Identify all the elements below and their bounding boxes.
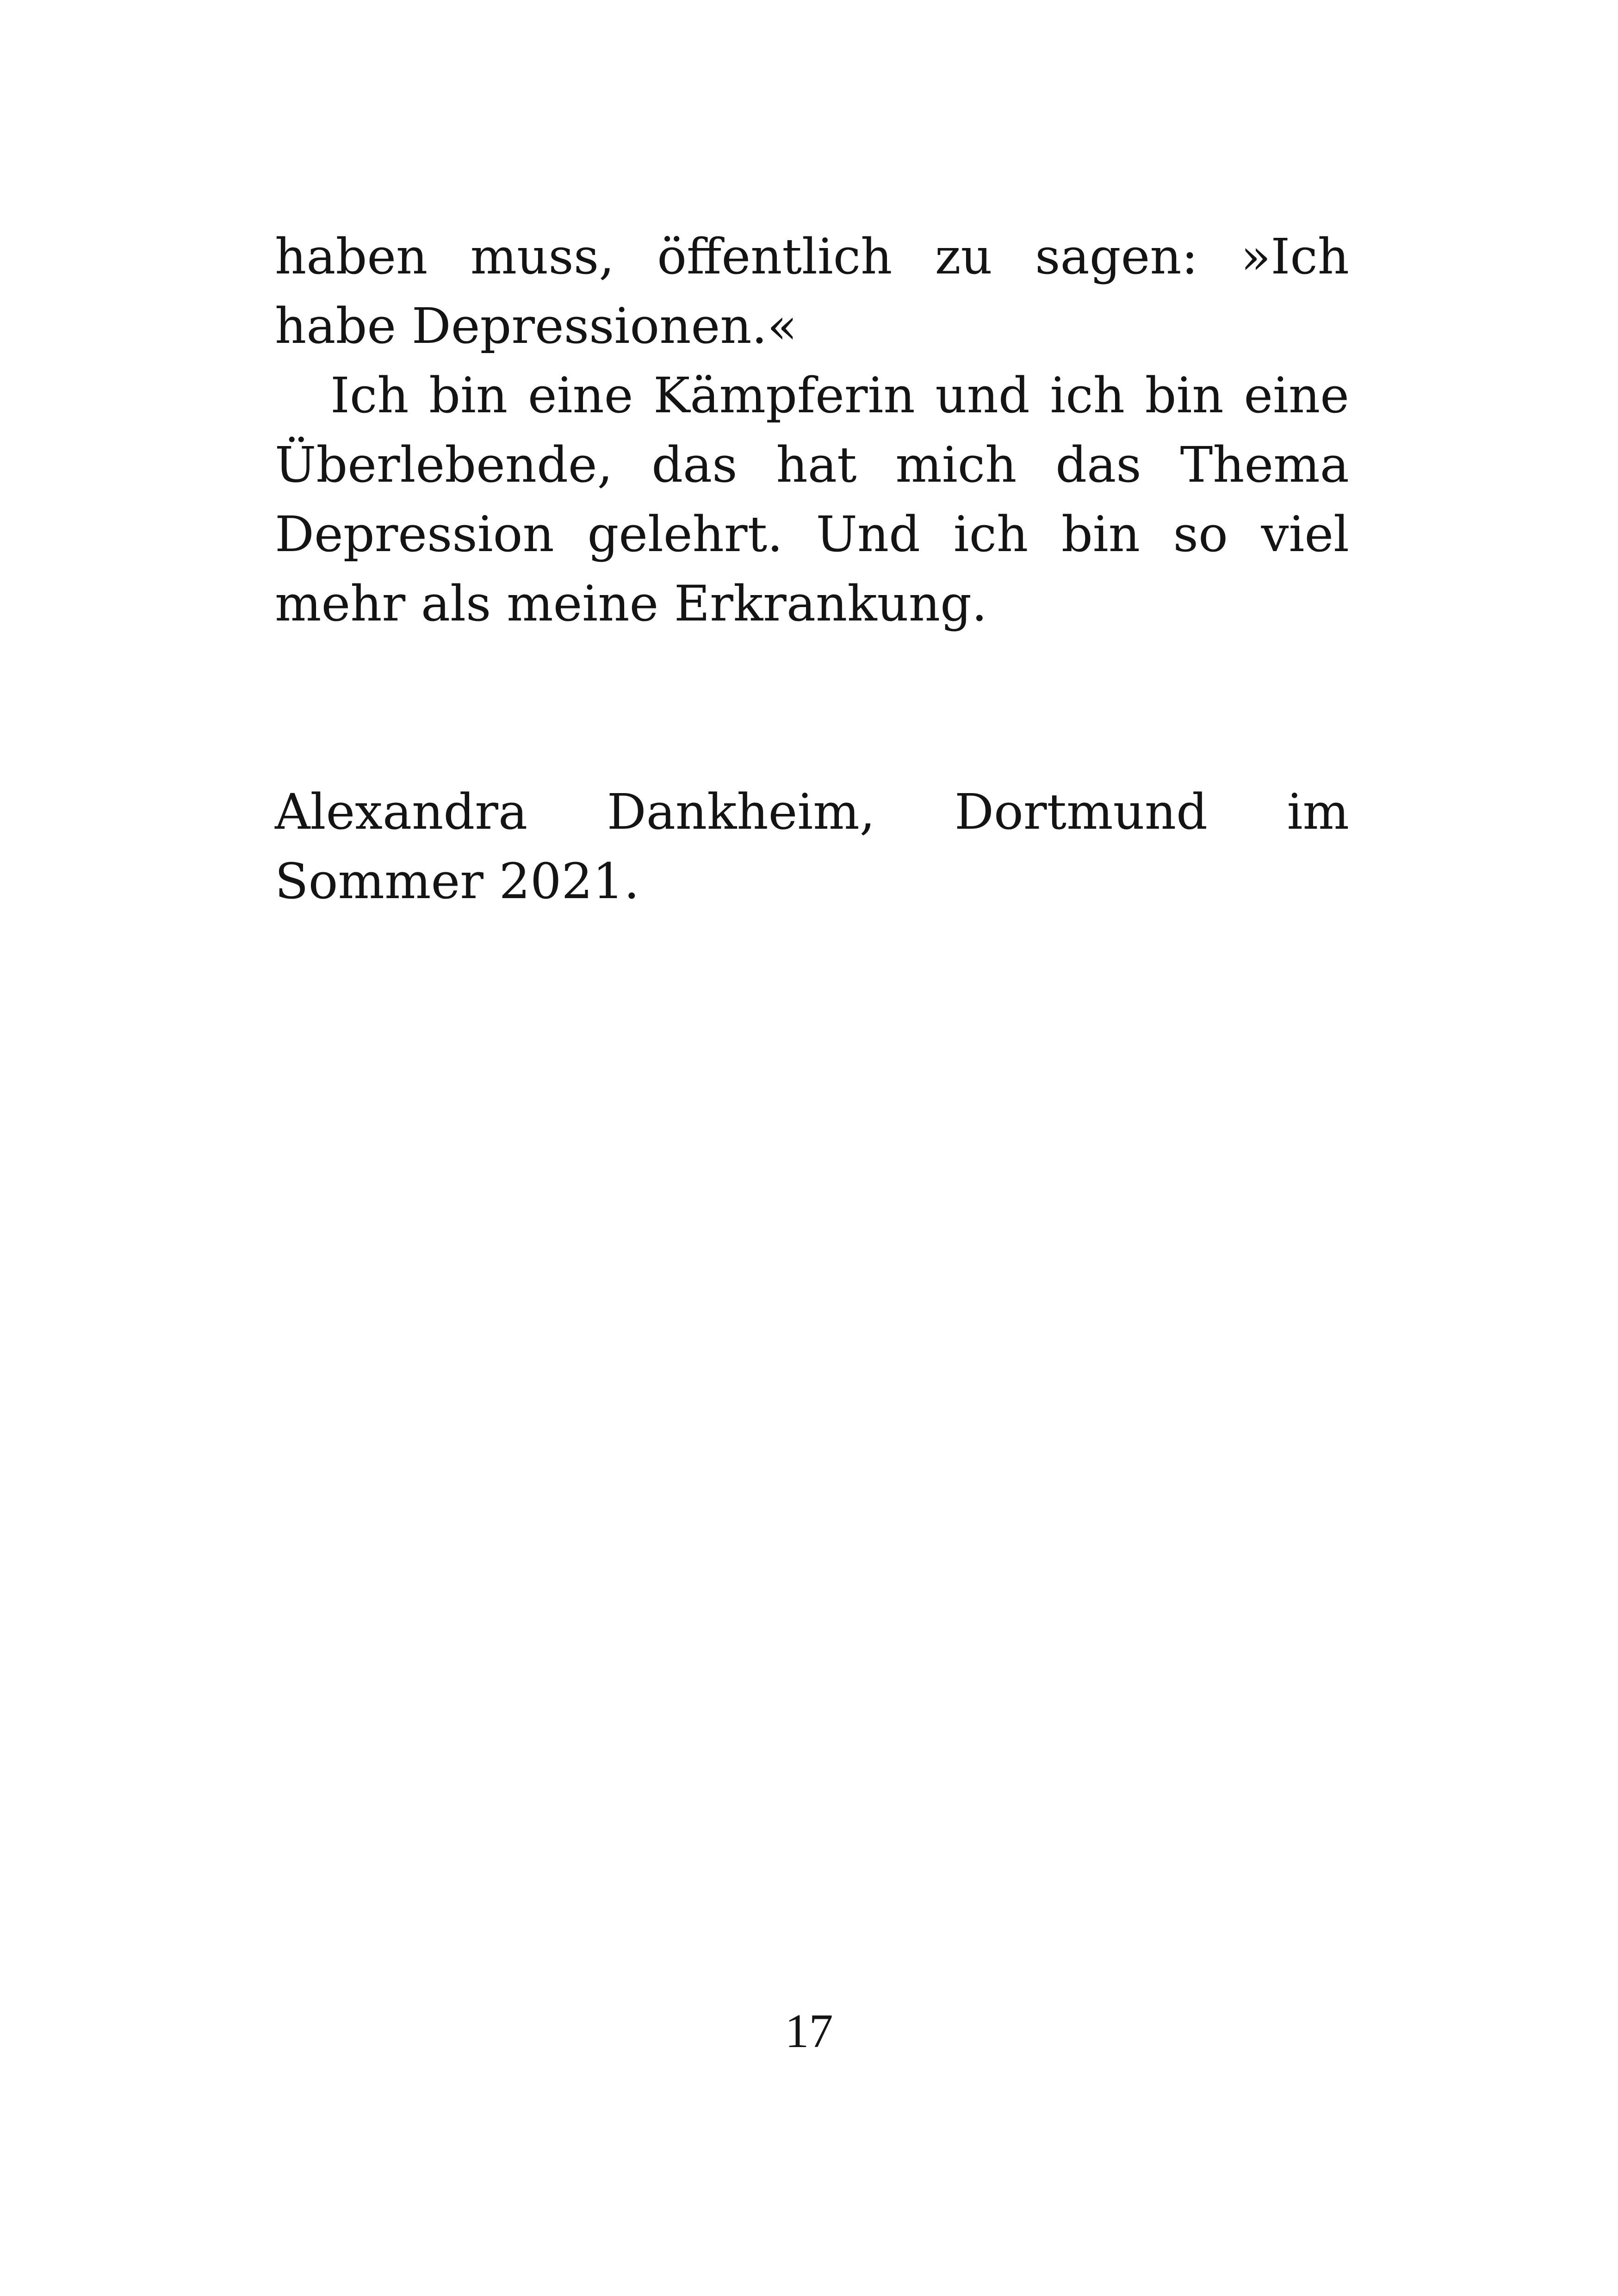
paragraph-continuation: haben muss, öffentlich zu sagen: »Ich habe Depressionen.« [275, 228, 1349, 354]
author-signature: Alexandra Dankheim, Dortmund im Sommer 2021. [275, 783, 1349, 910]
paragraph-survivor: Ich bin eine Kämpferin und ich bin eine Überlebende, das hat mich das Thema Depression gelehrt. Und ich bin so viel mehr als meine Erkrankung. [275, 367, 1349, 632]
page-number: 17 [785, 2004, 833, 2058]
